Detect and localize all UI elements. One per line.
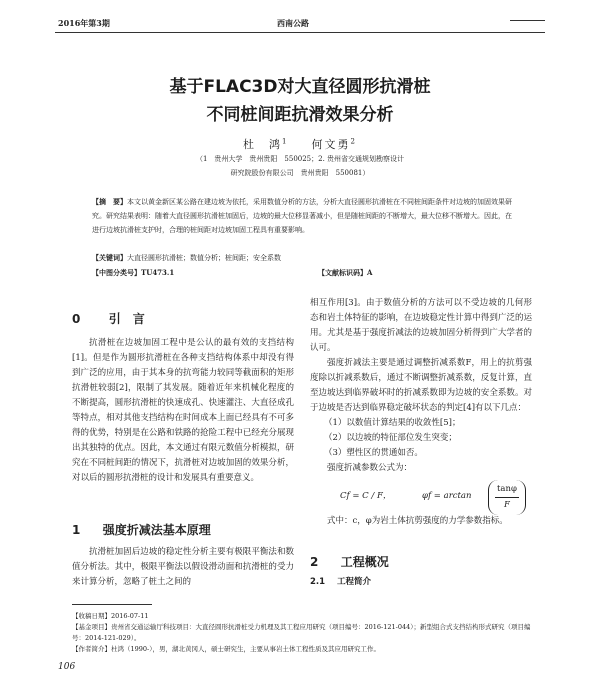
abstract-text: 本文以黄金新区某公路在建边坡为依托，采用数值分析的方法，分析大直径圆形抗滑桩在不同桩间距条件对边坡的加固效果研究。研究结果表明：随着大直径圆形抗滑桩加固后，边坡的最大位移显著减小，但是随桩间距的不断增大，最大位移不断增大。因此，在进行边坡抗滑桩支护时，合理的桩间距对边坡加固工程具有重要影响。 [92,198,512,234]
right-column [310,296,532,529]
list-item: （2）以边坡的特征部位发生突变； [324,433,457,443]
author-2-sup: 2 [350,137,357,146]
keywords-text: 大直径圆形抗滑桩；数值分析；桩间距；安全系数 [127,254,281,262]
footnotes [72,611,532,655]
right-paragraph-2: 强度折减法主要是通过调整折减系数F，用上的抗剪强度除以折减系数后，通过不断调整折减系数，反复计算，直至边坡达到临界破坏时的折减系数即为边坡的安全系数。对于边坡是否达到临界稳定破坏状态的判定[4]有以下几点： [310,358,532,413]
author-2: 何文勇 [311,138,351,151]
formula-fraction [495,482,519,513]
list-item: （1）以数值计算结果的收敛性[5]； [324,418,461,428]
section-2-number: 2 [310,555,319,569]
section-1-heading [72,521,211,538]
author-1-sup: 1 [282,137,289,146]
footnote-author: 【作者简介】杜鸿（1990-），男，湖北黄冈人，硕士研究生，主要从事岩土体工程性质及其应用研究工作。 [72,645,380,653]
section-1-paragraph: 抗滑桩加固后边坡的稳定性分析主要有极限平衡法和数值分析法。其中，极限平衡法以假设滑动面和抗滑桩的受力来计算分析，忽略了桩土之间的 [72,547,294,587]
abstract-label: 【摘 要】 [92,197,127,206]
section-1-number: 1 [72,523,81,537]
doc-value: A [367,268,373,277]
section-2-title: 工程概况 [340,555,389,569]
section-0-number: 0 [72,312,81,326]
section-2-heading [310,553,389,570]
footnote-fund: 【基金项目】贵州省交通运输厅科技项目：大直径圆形抗滑桩受力机理及其工程应用研究（项目编号：2016-121-044）；新型组合式支挡结构形式研究（项目编号：2014-121-029）。 [72,623,531,642]
criteria-list [310,416,532,461]
clc-label: 【中图分类号】 [92,268,141,277]
keywords-label: 【关键词】 [92,253,127,262]
formula-c: Cf = C / F， [340,491,392,501]
doc-code [318,266,372,280]
clc-value: TU473.1 [141,268,175,277]
formula-numerator: tanφ [495,482,519,498]
formula [310,480,532,514]
formula-intro: 强度折减参数公式为： [327,463,413,473]
affiliation-line2: 研究院股份有限公司 贵州贵阳 550081） [230,169,370,177]
journal-name: 西南公路 [277,18,309,28]
formula-phi: φf = arctan [422,491,472,501]
affiliation-line1: （1 贵州大学 贵州贵阳 550025；2. 贵州省交通规划勘察设计 [195,155,405,163]
list-item: （3）塑性区的贯通如否。 [324,448,423,458]
title-line2: 不同桩间距抗滑效果分析 [206,105,394,125]
formula-note: 式中：c，φ为岩土体抗剪强度的力学参数指标。 [327,516,508,526]
title-line1: 基于FLAC3D对大直径圆形抗滑桩 [169,77,431,97]
header-rule [55,32,545,33]
doc-label: 【文献标识码】 [318,268,367,277]
keywords [92,251,512,265]
footnote-rule [72,604,152,605]
abstract [92,195,512,237]
intro-paragraph: 抗滑桩在边坡加固工程中是公认的最有效的支挡结构[1]。但是作为圆形抗滑桩在各种支挡结构体系中却没有得到广泛的应用，由于其本身的抗弯能力较同等截面积的矩形抗滑桩较弱[2]，限制了其发展。随着近年来机械化程度的不断提高，圆形抗滑桩的快速成孔、快速灌注、大直径成孔等特点，相对其他支挡结构在时间成本上面已经具有不可多得的优势，特别是在公路和铁路的抢险工程中已经充分展现出其独特的优点。因此，本文通过有限元数值分析模拟，研究在不同桩间距的情况下，抗滑桩对边坡加固的效果分析，对以后的圆形抗滑桩的设计和发展具有重要意义。 [72,338,294,483]
clc-code [92,266,174,280]
subsection-number: 2.1 [310,577,326,587]
section-0-heading [72,310,145,327]
section-1-body [72,545,294,590]
page-number: 106 [58,662,76,672]
formula-paren [488,480,526,515]
subsection-2-1-heading [310,575,371,587]
footnote-received: 【收稿日期】2016-07-11 [72,612,149,620]
section-0-title: 引 言 [108,312,145,326]
formula-denominator: F [504,500,510,510]
header-dash [510,20,545,21]
right-paragraph-1: 相互作用[3]。由于数值分析的方法可以不受边坡的几何形态和岩土体特征的影响，在边坡稳定性计算中得到广泛的运用。尤其是基于强度折减法的边坡加固分析得到广大学者的认可。 [310,298,532,353]
author-1: 杜 鸿 [243,138,283,151]
section-0-body [72,336,294,486]
authors [0,136,600,152]
subsection-title: 工程简介 [337,577,372,587]
section-1-title: 强度折减法基本原理 [102,523,211,537]
journal-issue: 2016年第3期 [58,18,110,28]
